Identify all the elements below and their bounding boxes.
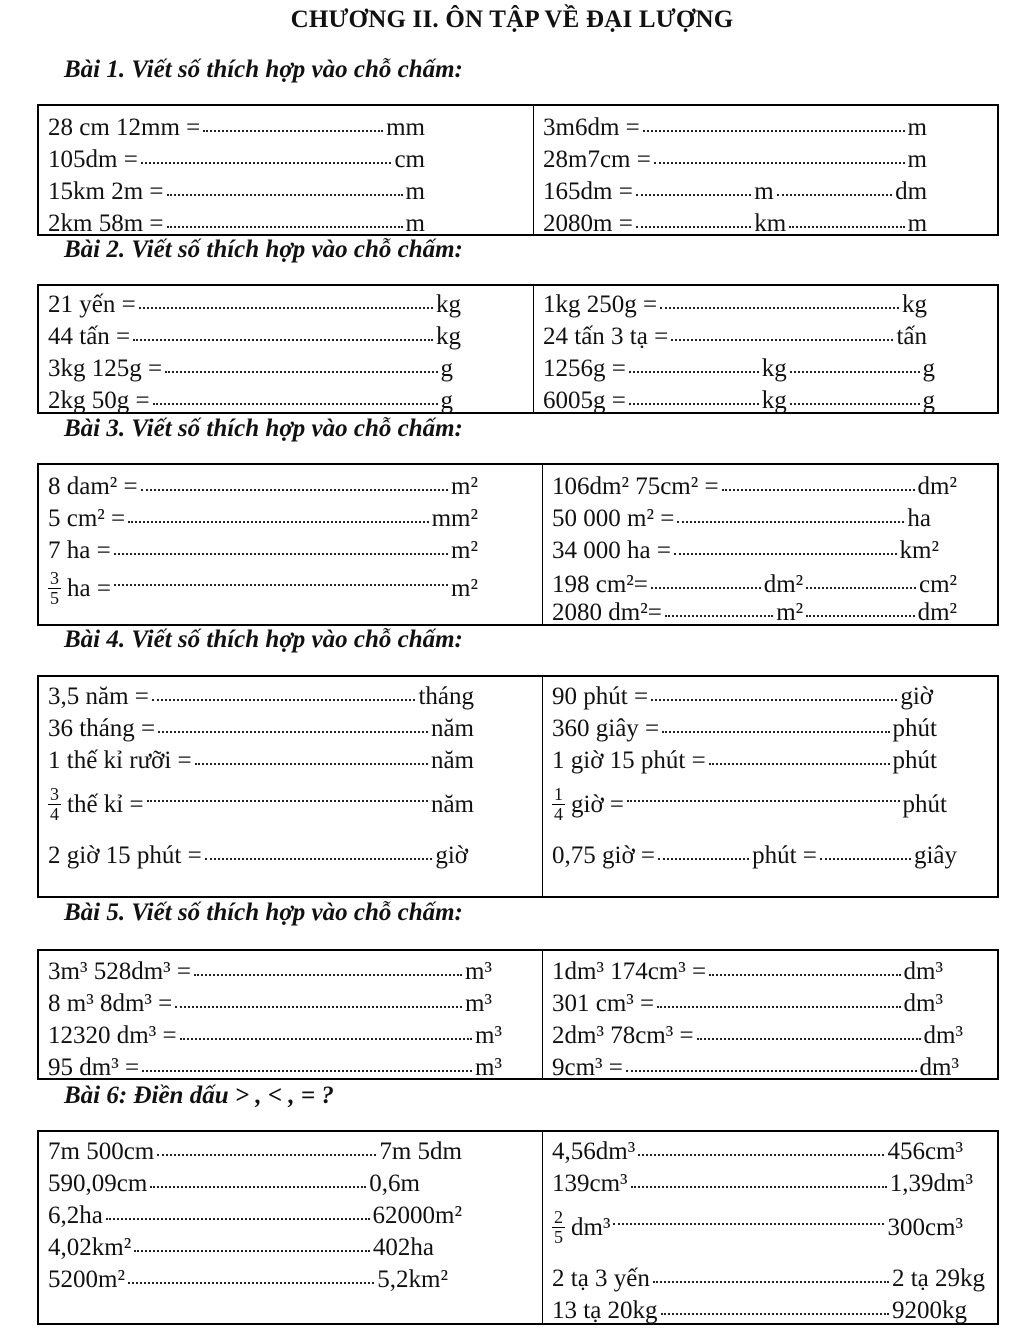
answer-blank[interactable] [629, 403, 759, 405]
comparison-blank[interactable] [653, 1281, 889, 1283]
exercise-1-row: 28m7cm = m [543, 146, 927, 173]
comparison-row: 2 tạ 3 yến 2 tạ 29kg [552, 1265, 985, 1292]
fraction: $\frac{3}{5}$ [50, 568, 59, 608]
answer-blank[interactable] [662, 731, 889, 733]
exercise-4-right-column [542, 677, 997, 896]
answer-blank[interactable] [626, 1070, 917, 1072]
answer-blank[interactable] [651, 587, 761, 589]
exercise-4-heading: Bài 4. Viết số thích hợp vào chỗ chấm: [64, 626, 463, 653]
answer-blank[interactable] [147, 800, 428, 802]
exercise-4-row: 2 giờ 15 phút = giờ [48, 842, 468, 869]
answer-blank[interactable] [665, 615, 773, 617]
exercise-3-right-column [542, 465, 997, 624]
exercise-3-row: 8 dam² = m² [48, 473, 478, 500]
exercise-4-row: 360 giây = phút [552, 715, 937, 742]
exercise-6-left-column [39, 1132, 542, 1323]
answer-blank[interactable] [654, 162, 905, 164]
answer-blank[interactable] [141, 162, 392, 164]
exercise-4-row: 3,5 năm = tháng [48, 683, 474, 710]
answer-blank[interactable] [636, 194, 751, 196]
exercise-3-row: $\frac{3}{5}$ ha = m² [50, 568, 478, 608]
answer-blank[interactable] [790, 403, 920, 405]
exercise-5-left-column [39, 951, 542, 1081]
exercise-1-row: 165dm = m dm [543, 178, 928, 205]
answer-blank[interactable] [643, 130, 905, 132]
answer-blank[interactable] [153, 403, 438, 405]
answer-blank[interactable] [660, 307, 899, 309]
exercise-5-row: 1dm³ 174cm³ = dm³ [552, 958, 943, 985]
exercise-5-row: 12320 dm³ = m³ [48, 1022, 502, 1049]
exercise-2-row: 44 tấn = kg [48, 323, 461, 350]
exercise-5-right-column [542, 951, 997, 1081]
exercise-1-table [37, 104, 999, 236]
answer-blank[interactable] [152, 699, 416, 701]
answer-blank[interactable] [195, 763, 428, 765]
exercise-4-row: $\frac{3}{4}$ thế kỉ = năm [50, 784, 474, 824]
comparison-blank[interactable] [128, 1282, 374, 1284]
answer-blank[interactable] [820, 858, 911, 860]
answer-blank[interactable] [777, 194, 892, 196]
answer-blank[interactable] [167, 194, 403, 196]
exercise-5-row: 8 m³ 8dm³ = m³ [48, 990, 492, 1017]
answer-blank[interactable] [627, 800, 900, 802]
exercise-2-heading: Bài 2. Viết số thích hợp vào chỗ chấm: [64, 236, 463, 263]
exercise-2-row: 1256g = kg g [543, 355, 936, 382]
answer-blank[interactable] [158, 731, 428, 733]
exercise-2-row: 6005g = kg g [543, 387, 936, 414]
exercise-4-row: 1 thế kỉ rưỡi = năm [48, 747, 474, 774]
answer-blank[interactable] [194, 974, 462, 976]
exercise-2-right-column [533, 286, 997, 412]
exercise-1-row: 3m6dm = m [543, 114, 927, 141]
answer-blank[interactable] [167, 226, 403, 228]
exercise-1-row: 2080m = km m [543, 210, 928, 237]
exercise-6-table [37, 1130, 999, 1325]
comparison-row: 5200m² 5,2km² [48, 1266, 448, 1293]
answer-blank[interactable] [806, 587, 916, 589]
comparison-blank[interactable] [106, 1218, 370, 1220]
exercise-3-row: 7 ha = m² [48, 537, 478, 564]
answer-blank[interactable] [789, 226, 904, 228]
exercise-3-row: 106dm² 75cm² = dm² [552, 473, 957, 500]
exercise-4-table [37, 675, 999, 898]
exercise-5-heading: Bài 5. Viết số thích hợp vào chỗ chấm: [64, 899, 463, 926]
exercise-2-row: 3kg 125g = g [48, 355, 453, 382]
answer-blank[interactable] [657, 1006, 900, 1008]
answer-blank[interactable] [636, 226, 751, 228]
answer-blank[interactable] [806, 615, 914, 617]
exercise-4-left-column [39, 677, 542, 896]
answer-blank[interactable] [722, 489, 915, 491]
exercise-2-left-column [39, 286, 533, 412]
answer-blank[interactable] [114, 584, 448, 586]
exercise-3-row: 50 000 m² = ha [552, 505, 931, 532]
exercise-3-heading: Bài 3. Viết số thích hợp vào chỗ chấm: [64, 415, 463, 442]
exercise-1-heading: Bài 1. Viết số thích hợp vào chỗ chấm: [64, 56, 463, 83]
exercise-5-table [37, 949, 999, 1080]
exercise-2-table [37, 284, 999, 414]
exercise-6-heading: Bài 6: Điền dấu > , < , = ? [64, 1082, 334, 1109]
answer-blank[interactable] [674, 553, 897, 555]
exercise-5-row: 95 dm³ = m³ [48, 1054, 502, 1081]
comparison-row: 7m 500cm 7m 5dm [48, 1138, 462, 1165]
exercise-3-left-column [39, 465, 542, 624]
answer-blank[interactable] [709, 974, 900, 976]
exercise-6-right-column [542, 1132, 997, 1323]
comparison-blank[interactable] [631, 1186, 887, 1188]
comparison-blank[interactable] [157, 1154, 376, 1156]
exercise-3-row: 2080 dm²= m² dm² [552, 599, 958, 626]
exercise-5-row: 9cm³ = dm³ [552, 1054, 959, 1081]
exercise-1-row: 15km 2m = m [48, 178, 425, 205]
answer-blank[interactable] [203, 130, 383, 132]
answer-blank[interactable] [133, 339, 433, 341]
comparison-blank[interactable] [134, 1250, 370, 1252]
exercise-1-row: 2km 58m = m [48, 210, 425, 237]
comparison-blank[interactable] [638, 1154, 884, 1156]
page-title: CHƯƠNG II. ÔN TẬP VỀ ĐẠI LƯỢNG [290, 6, 734, 33]
exercise-2-row: 24 tấn 3 tạ = tấn [543, 323, 927, 350]
exercise-4-row: 36 tháng = năm [48, 715, 474, 742]
answer-blank[interactable] [658, 858, 749, 860]
exercise-3-row: 34 000 ha = km² [552, 537, 939, 564]
comparison-row: $\frac{2}{5}$ dm³ 300cm³ [554, 1207, 963, 1247]
exercise-1-row: 105dm = cm [48, 146, 425, 173]
exercise-3-row: 198 cm²= dm² cm² [552, 571, 958, 598]
exercise-3-table [37, 463, 999, 626]
fraction: $\frac{1}{4}$ [554, 784, 563, 824]
answer-blank[interactable] [709, 763, 890, 765]
exercise-5-row: 3m³ 528dm³ = m³ [48, 958, 492, 985]
answer-blank[interactable] [790, 371, 920, 373]
exercise-3-row: 5 cm² = mm² [48, 505, 478, 532]
comparison-row: 139cm³ 1,39dm³ [552, 1170, 973, 1197]
comparison-blank[interactable] [613, 1223, 884, 1225]
comparison-row: 13 tạ 20kg 9200kg [552, 1297, 967, 1324]
comparison-row: 4,02km² 402ha [48, 1234, 434, 1261]
exercise-2-row: 1kg 250g = kg [543, 291, 927, 318]
exercise-2-row: 2kg 50g = g [48, 387, 453, 414]
comparison-blank[interactable] [661, 1313, 889, 1315]
answer-blank[interactable] [180, 1038, 473, 1040]
answer-blank[interactable] [671, 339, 893, 341]
comparison-blank[interactable] [150, 1186, 366, 1188]
answer-blank[interactable] [205, 858, 433, 860]
exercise-4-row: 90 phút = giờ [552, 683, 933, 710]
exercise-2-row: 21 yến = kg [48, 291, 461, 318]
exercise-4-row: 1 giờ 15 phút = phút [552, 747, 937, 774]
comparison-row: 590,09cm 0,6m [48, 1170, 420, 1197]
exercise-4-row: $\frac{1}{4}$ giờ = phút [554, 784, 947, 824]
exercise-5-row: 2dm³ 78cm³ = dm³ [552, 1022, 963, 1049]
exercise-1-row: 28 cm 12mm = mm [48, 114, 425, 141]
comparison-row: 4,56dm³ 456cm³ [552, 1138, 963, 1165]
fraction: $\frac{2}{5}$ [554, 1207, 563, 1247]
answer-blank[interactable] [128, 521, 428, 523]
comparison-row: 6,2ha 62000m² [48, 1202, 462, 1229]
exercise-4-row: 0,75 giờ = phút = giây [552, 842, 958, 869]
answer-blank[interactable] [629, 371, 759, 373]
exercise-1-left-column [39, 106, 533, 237]
answer-blank[interactable] [165, 371, 437, 373]
answer-blank[interactable] [142, 1070, 472, 1072]
answer-blank[interactable] [141, 489, 448, 491]
answer-blank[interactable] [175, 1006, 462, 1008]
answer-blank[interactable] [697, 1038, 921, 1040]
answer-blank[interactable] [139, 307, 433, 309]
exercise-1-right-column [533, 106, 997, 237]
answer-blank[interactable] [677, 521, 904, 523]
answer-blank[interactable] [114, 553, 448, 555]
exercise-5-row: 301 cm³ = dm³ [552, 990, 943, 1017]
fraction: $\frac{3}{4}$ [50, 784, 59, 824]
answer-blank[interactable] [651, 699, 897, 701]
